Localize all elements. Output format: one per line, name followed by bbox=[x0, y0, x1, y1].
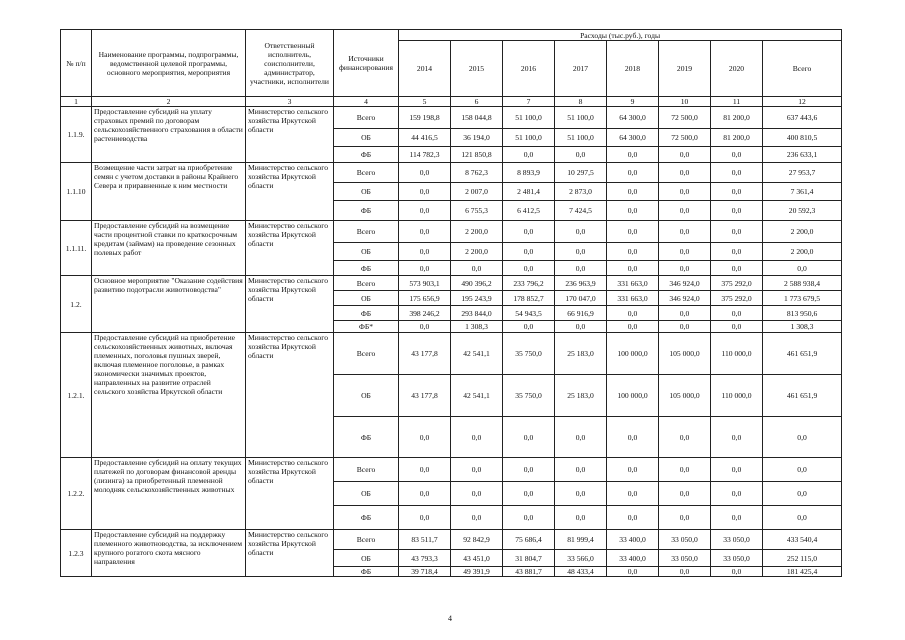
amount-cell: 81 999,4 bbox=[555, 530, 607, 550]
funding-source: ОБ bbox=[334, 129, 399, 147]
amount-cell: 114 782,3 bbox=[399, 147, 451, 163]
table-row bbox=[61, 107, 842, 129]
amount-cell: 0,0 bbox=[399, 458, 451, 482]
amount-cell: 8 893,9 bbox=[503, 163, 555, 183]
amount-cell: 0,0 bbox=[607, 417, 659, 458]
amount-cell: 0,0 bbox=[555, 458, 607, 482]
amount-cell: 81 200,0 bbox=[711, 107, 763, 129]
column-number: 12 bbox=[763, 97, 842, 107]
funding-source: ОБ bbox=[334, 243, 399, 261]
amount-cell: 233 796,2 bbox=[503, 276, 555, 291]
amount-cell: 331 663,0 bbox=[607, 291, 659, 306]
amount-cell: 0,0 bbox=[711, 201, 763, 221]
funding-source: ОБ bbox=[334, 550, 399, 567]
row-name: Предоставление субсидий на возмещение части процентной ставки по краткосрочным кредитам (займам) на проведение сезонных полевых работ bbox=[92, 221, 246, 276]
amount-cell: 75 686,4 bbox=[503, 530, 555, 550]
amount-cell: 252 115,0 bbox=[763, 550, 842, 567]
amount-cell: 0,0 bbox=[711, 221, 763, 243]
amount-cell: 33 050,0 bbox=[711, 550, 763, 567]
amount-cell: 0,0 bbox=[763, 417, 842, 458]
amount-cell: 0,0 bbox=[555, 506, 607, 530]
row-executor: Министерство сельского хозяйства Иркутской области bbox=[246, 458, 334, 530]
amount-cell: 2 200,0 bbox=[763, 243, 842, 261]
amount-cell: 66 916,9 bbox=[555, 306, 607, 321]
amount-cell: 0,0 bbox=[399, 163, 451, 183]
amount-cell: 0,0 bbox=[659, 163, 711, 183]
amount-cell: 25 183,0 bbox=[555, 375, 607, 417]
funding-source: ФБ bbox=[334, 261, 399, 276]
column-number: 6 bbox=[451, 97, 503, 107]
amount-cell: 2 200,0 bbox=[763, 221, 842, 243]
amount-cell: 6 412,5 bbox=[503, 201, 555, 221]
amount-cell: 573 903,1 bbox=[399, 276, 451, 291]
amount-cell: 0,0 bbox=[763, 261, 842, 276]
amount-cell: 0,0 bbox=[503, 458, 555, 482]
amount-cell: 83 511,7 bbox=[399, 530, 451, 550]
amount-cell: 43 793,3 bbox=[399, 550, 451, 567]
amount-cell: 433 540,4 bbox=[763, 530, 842, 550]
amount-cell: 0,0 bbox=[659, 458, 711, 482]
table-row bbox=[61, 333, 842, 375]
amount-cell: 6 755,3 bbox=[451, 201, 503, 221]
amount-cell: 43 451,0 bbox=[451, 550, 503, 567]
amount-cell: 49 391,9 bbox=[451, 567, 503, 577]
funding-source: ФБ bbox=[334, 506, 399, 530]
amount-cell: 0,0 bbox=[607, 261, 659, 276]
amount-cell: 159 198,8 bbox=[399, 107, 451, 129]
amount-cell: 0,0 bbox=[711, 417, 763, 458]
amount-cell: 0,0 bbox=[555, 243, 607, 261]
funding-source: Всего bbox=[334, 333, 399, 375]
funding-source: ФБ bbox=[334, 201, 399, 221]
amount-cell: 0,0 bbox=[607, 506, 659, 530]
amount-cell: 39 718,4 bbox=[399, 567, 451, 577]
amount-cell: 331 663,0 bbox=[607, 276, 659, 291]
amount-cell: 375 292,0 bbox=[711, 291, 763, 306]
amount-cell: 43 177,8 bbox=[399, 375, 451, 417]
amount-cell: 110 000,0 bbox=[711, 333, 763, 375]
amount-cell: 0,0 bbox=[555, 147, 607, 163]
header-year: 2016 bbox=[503, 41, 555, 97]
amount-cell: 0,0 bbox=[607, 482, 659, 506]
amount-cell: 1 308,3 bbox=[763, 321, 842, 333]
amount-cell: 0,0 bbox=[659, 147, 711, 163]
column-number: 1 bbox=[61, 97, 92, 107]
header-year: 2019 bbox=[659, 41, 711, 97]
amount-cell: 33 400,0 bbox=[607, 550, 659, 567]
amount-cell: 175 656,9 bbox=[399, 291, 451, 306]
amount-cell: 0,0 bbox=[503, 147, 555, 163]
amount-cell: 0,0 bbox=[659, 183, 711, 201]
amount-cell: 0,0 bbox=[451, 458, 503, 482]
amount-cell: 0,0 bbox=[399, 482, 451, 506]
amount-cell: 0,0 bbox=[711, 243, 763, 261]
amount-cell: 51 100,0 bbox=[555, 107, 607, 129]
amount-cell: 0,0 bbox=[451, 506, 503, 530]
row-executor: Министерство сельского хозяйства Иркутской области bbox=[246, 333, 334, 458]
amount-cell: 35 750,0 bbox=[503, 375, 555, 417]
column-number: 2 bbox=[92, 97, 246, 107]
amount-cell: 490 396,2 bbox=[451, 276, 503, 291]
funding-source: ФБ bbox=[334, 567, 399, 577]
amount-cell: 0,0 bbox=[711, 261, 763, 276]
amount-cell: 0,0 bbox=[503, 321, 555, 333]
row-name: Предоставление субсидий на уплату страховых премий по договорам сельскохозяйственного страхования в области растениеводства bbox=[92, 107, 246, 163]
table-row bbox=[61, 458, 842, 482]
amount-cell: 105 000,0 bbox=[659, 375, 711, 417]
amount-cell: 398 246,2 bbox=[399, 306, 451, 321]
funding-source: ОБ bbox=[334, 482, 399, 506]
amount-cell: 25 183,0 bbox=[555, 333, 607, 375]
row-executor: Министерство сельского хозяйства Иркутской области bbox=[246, 221, 334, 276]
amount-cell: 51 100,0 bbox=[555, 129, 607, 147]
funding-source: Всего bbox=[334, 107, 399, 129]
amount-cell: 51 100,0 bbox=[503, 107, 555, 129]
amount-cell: 170 047,0 bbox=[555, 291, 607, 306]
row-name: Основное мероприятие "Оказание содействия развитию подотрасли животноводства" bbox=[92, 276, 246, 333]
amount-cell: 33 400,0 bbox=[607, 530, 659, 550]
header-name: Наименование программы, подпрограммы, ведомственной целевой программы, основного мероприятия, мероприятия bbox=[92, 30, 246, 97]
funding-source: ФБ bbox=[334, 147, 399, 163]
amount-cell: 35 750,0 bbox=[503, 333, 555, 375]
amount-cell: 0,0 bbox=[711, 147, 763, 163]
amount-cell: 43 881,7 bbox=[503, 567, 555, 577]
row-name: Предоставление субсидий на поддержку племенного животноводства, за исключением крупного рогатого скота мясного направления bbox=[92, 530, 246, 577]
column-number: 5 bbox=[399, 97, 451, 107]
header-year: 2017 bbox=[555, 41, 607, 97]
table-row bbox=[61, 276, 842, 291]
amount-cell: 0,0 bbox=[503, 417, 555, 458]
funding-source: Всего bbox=[334, 276, 399, 291]
amount-cell: 0,0 bbox=[711, 163, 763, 183]
amount-cell: 178 852,7 bbox=[503, 291, 555, 306]
row-name: Предоставление субсидий на оплату текущих платежей по договорам финансовой аренды (лизинга) за приобретенный племенной молодняк сельскохозяйственных животных bbox=[92, 458, 246, 530]
amount-cell: 0,0 bbox=[399, 321, 451, 333]
amount-cell: 0,0 bbox=[555, 482, 607, 506]
amount-cell: 54 943,5 bbox=[503, 306, 555, 321]
amount-cell: 0,0 bbox=[607, 201, 659, 221]
amount-cell: 2 873,0 bbox=[555, 183, 607, 201]
row-name: Предоставление субсидий на приобретение сельскохозяйственных животных, включая племенных, поголовья пушных зверей, включая племенное поголовье, в рамках экономически значимых проектов, направленных на развитие отраслей сельского хозяйства Иркутской области bbox=[92, 333, 246, 458]
amount-cell: 10 297,5 bbox=[555, 163, 607, 183]
row-executor: Министерство сельского хозяйства Иркутской области bbox=[246, 530, 334, 577]
amount-cell: 0,0 bbox=[763, 482, 842, 506]
amount-cell: 158 044,8 bbox=[451, 107, 503, 129]
amount-cell: 1 773 679,5 bbox=[763, 291, 842, 306]
amount-cell: 43 177,8 bbox=[399, 333, 451, 375]
row-executor: Министерство сельского хозяйства Иркутской области bbox=[246, 163, 334, 221]
amount-cell: 0,0 bbox=[503, 482, 555, 506]
column-number: 3 bbox=[246, 97, 334, 107]
amount-cell: 0,0 bbox=[607, 458, 659, 482]
amount-cell: 0,0 bbox=[659, 482, 711, 506]
column-number: 7 bbox=[503, 97, 555, 107]
amount-cell: 1 308,3 bbox=[451, 321, 503, 333]
amount-cell: 0,0 bbox=[399, 261, 451, 276]
amount-cell: 195 243,9 bbox=[451, 291, 503, 306]
row-id: 1.1.9. bbox=[61, 107, 92, 163]
amount-cell: 0,0 bbox=[711, 306, 763, 321]
amount-cell: 181 425,4 bbox=[763, 567, 842, 577]
amount-cell: 0,0 bbox=[711, 567, 763, 577]
amount-cell: 0,0 bbox=[763, 458, 842, 482]
amount-cell: 27 953,7 bbox=[763, 163, 842, 183]
amount-cell: 813 950,6 bbox=[763, 306, 842, 321]
amount-cell: 2 200,0 bbox=[451, 243, 503, 261]
amount-cell: 33 566,0 bbox=[555, 550, 607, 567]
amount-cell: 637 443,6 bbox=[763, 107, 842, 129]
amount-cell: 461 651,9 bbox=[763, 333, 842, 375]
row-id: 1.2.2. bbox=[61, 458, 92, 530]
funding-source: ФБ bbox=[334, 417, 399, 458]
amount-cell: 2 588 938,4 bbox=[763, 276, 842, 291]
amount-cell: 33 050,0 bbox=[659, 550, 711, 567]
header-executor: Ответственный исполнитель, соисполнители, администратор, участники, исполнители bbox=[246, 30, 334, 97]
amount-cell: 2 200,0 bbox=[451, 221, 503, 243]
amount-cell: 0,0 bbox=[399, 183, 451, 201]
amount-cell: 375 292,0 bbox=[711, 276, 763, 291]
amount-cell: 236 633,1 bbox=[763, 147, 842, 163]
amount-cell: 0,0 bbox=[659, 567, 711, 577]
amount-cell: 92 842,9 bbox=[451, 530, 503, 550]
amount-cell: 105 000,0 bbox=[659, 333, 711, 375]
amount-cell: 0,0 bbox=[659, 417, 711, 458]
amount-cell: 0,0 bbox=[659, 506, 711, 530]
amount-cell: 0,0 bbox=[711, 321, 763, 333]
amount-cell: 0,0 bbox=[607, 163, 659, 183]
table-row bbox=[61, 163, 842, 183]
amount-cell: 44 416,5 bbox=[399, 129, 451, 147]
amount-cell: 0,0 bbox=[399, 243, 451, 261]
amount-cell: 0,0 bbox=[659, 201, 711, 221]
amount-cell: 0,0 bbox=[555, 417, 607, 458]
amount-cell: 110 000,0 bbox=[711, 375, 763, 417]
row-id: 1.2.3 bbox=[61, 530, 92, 577]
amount-cell: 36 194,0 bbox=[451, 129, 503, 147]
column-number: 9 bbox=[607, 97, 659, 107]
amount-cell: 2 007,0 bbox=[451, 183, 503, 201]
amount-cell: 293 844,0 bbox=[451, 306, 503, 321]
row-executor: Министерство сельского хозяйства Иркутской области bbox=[246, 107, 334, 163]
amount-cell: 0,0 bbox=[607, 221, 659, 243]
column-number-row bbox=[61, 97, 842, 107]
amount-cell: 0,0 bbox=[659, 261, 711, 276]
amount-cell: 0,0 bbox=[555, 261, 607, 276]
amount-cell: 72 500,0 bbox=[659, 129, 711, 147]
funding-source: Всего bbox=[334, 163, 399, 183]
amount-cell: 33 050,0 bbox=[659, 530, 711, 550]
row-id: 1.2. bbox=[61, 276, 92, 333]
amount-cell: 64 300,0 bbox=[607, 107, 659, 129]
amount-cell: 8 762,3 bbox=[451, 163, 503, 183]
amount-cell: 0,0 bbox=[607, 306, 659, 321]
amount-cell: 42 541,1 bbox=[451, 333, 503, 375]
amount-cell: 400 810,5 bbox=[763, 129, 842, 147]
amount-cell: 0,0 bbox=[711, 183, 763, 201]
amount-cell: 0,0 bbox=[399, 221, 451, 243]
amount-cell: 346 924,0 bbox=[659, 276, 711, 291]
amount-cell: 0,0 bbox=[607, 567, 659, 577]
funding-source: ОБ bbox=[334, 291, 399, 306]
header-year: 2020 bbox=[711, 41, 763, 97]
amount-cell: 2 481,4 bbox=[503, 183, 555, 201]
amount-cell: 0,0 bbox=[711, 482, 763, 506]
page-number: 4 bbox=[448, 614, 452, 623]
amount-cell: 7 361,4 bbox=[763, 183, 842, 201]
table-row bbox=[61, 221, 842, 243]
row-name: Возмещение части затрат на приобретение семян с учетом доставки в районы Крайнего Севера и приравненные к ним местности bbox=[92, 163, 246, 221]
amount-cell: 0,0 bbox=[399, 417, 451, 458]
amount-cell: 0,0 bbox=[711, 506, 763, 530]
header-number: № п/п bbox=[61, 30, 92, 97]
amount-cell: 42 541,1 bbox=[451, 375, 503, 417]
column-number: 8 bbox=[555, 97, 607, 107]
table-row bbox=[61, 530, 842, 550]
funding-source: ФБ* bbox=[334, 321, 399, 333]
amount-cell: 0,0 bbox=[503, 506, 555, 530]
amount-cell: 100 000,0 bbox=[607, 333, 659, 375]
amount-cell: 0,0 bbox=[659, 243, 711, 261]
amount-cell: 0,0 bbox=[607, 243, 659, 261]
amount-cell: 0,0 bbox=[711, 458, 763, 482]
row-id: 1.2.1. bbox=[61, 333, 92, 458]
amount-cell: 0,0 bbox=[659, 321, 711, 333]
amount-cell: 100 000,0 bbox=[607, 375, 659, 417]
amount-cell: 0,0 bbox=[607, 147, 659, 163]
amount-cell: 0,0 bbox=[399, 506, 451, 530]
amount-cell: 0,0 bbox=[399, 201, 451, 221]
amount-cell: 0,0 bbox=[763, 506, 842, 530]
amount-cell: 0,0 bbox=[503, 261, 555, 276]
funding-source: Всего bbox=[334, 458, 399, 482]
header-row bbox=[61, 30, 842, 41]
amount-cell: 236 963,9 bbox=[555, 276, 607, 291]
amount-cell: 31 804,7 bbox=[503, 550, 555, 567]
header-expenses: Расходы (тыс.руб.), годы bbox=[399, 30, 842, 41]
header-year: 2015 bbox=[451, 41, 503, 97]
amount-cell: 48 433,4 bbox=[555, 567, 607, 577]
amount-cell: 51 100,0 bbox=[503, 129, 555, 147]
header-year: 2018 bbox=[607, 41, 659, 97]
amount-cell: 121 850,8 bbox=[451, 147, 503, 163]
amount-cell: 0,0 bbox=[451, 417, 503, 458]
header-source: Источники финансирования bbox=[334, 30, 399, 97]
amount-cell: 0,0 bbox=[555, 321, 607, 333]
amount-cell: 461 651,9 bbox=[763, 375, 842, 417]
amount-cell: 0,0 bbox=[451, 261, 503, 276]
funding-source: Всего bbox=[334, 221, 399, 243]
column-number: 11 bbox=[711, 97, 763, 107]
amount-cell: 0,0 bbox=[555, 221, 607, 243]
amount-cell: 0,0 bbox=[503, 221, 555, 243]
amount-cell: 33 050,0 bbox=[711, 530, 763, 550]
amount-cell: 0,0 bbox=[659, 221, 711, 243]
header-year: Всего bbox=[763, 41, 842, 97]
amount-cell: 0,0 bbox=[607, 183, 659, 201]
funding-source: Всего bbox=[334, 530, 399, 550]
amount-cell: 346 924,0 bbox=[659, 291, 711, 306]
row-executor: Министерство сельского хозяйства Иркутской области bbox=[246, 276, 334, 333]
amount-cell: 0,0 bbox=[503, 243, 555, 261]
amount-cell: 72 500,0 bbox=[659, 107, 711, 129]
column-number: 4 bbox=[334, 97, 399, 107]
amount-cell: 7 424,5 bbox=[555, 201, 607, 221]
funding-source: ОБ bbox=[334, 375, 399, 417]
row-id: 1.1.11. bbox=[61, 221, 92, 276]
amount-cell: 0,0 bbox=[607, 321, 659, 333]
amount-cell: 20 592,3 bbox=[763, 201, 842, 221]
row-id: 1.1.10 bbox=[61, 163, 92, 221]
amount-cell: 64 300,0 bbox=[607, 129, 659, 147]
column-number: 10 bbox=[659, 97, 711, 107]
amount-cell: 81 200,0 bbox=[711, 129, 763, 147]
header-year: 2014 bbox=[399, 41, 451, 97]
amount-cell: 0,0 bbox=[451, 482, 503, 506]
amount-cell: 0,0 bbox=[659, 306, 711, 321]
funding-source: ФБ bbox=[334, 306, 399, 321]
funding-source: ОБ bbox=[334, 183, 399, 201]
expenses-table bbox=[60, 29, 842, 577]
